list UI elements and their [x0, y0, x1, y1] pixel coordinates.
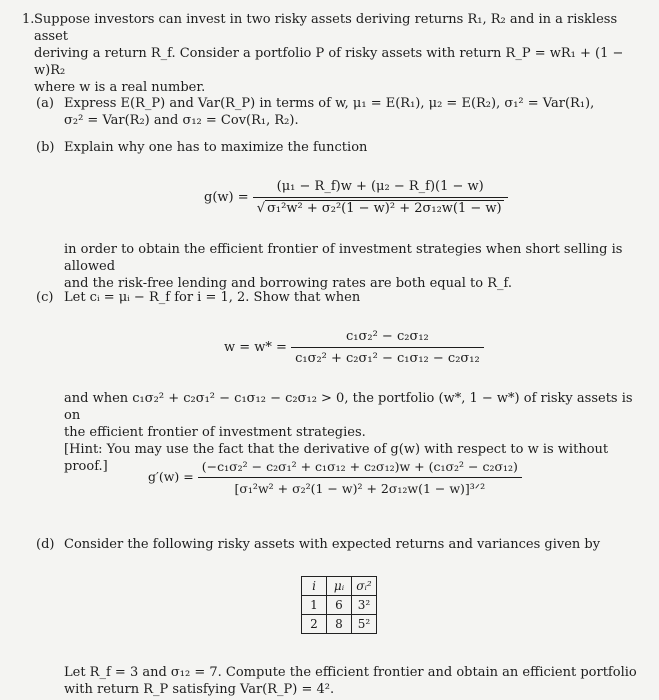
w-eq-denominator: c₁σ₂² + c₂σ₁² − c₁σ₁₂ − c₂σ₁₂ — [291, 347, 484, 367]
part-c — [36, 289, 636, 306]
part-d-cont — [64, 664, 644, 698]
gp-eq-lhs: g′(w) = — [148, 469, 194, 484]
part-d-line-2: Let R_f = 3 and σ₁₂ = 7. Compute the efficient frontier and obtain an efficient portfolio — [64, 665, 637, 680]
part-a-line-1: Express E(R_P) and Var(R_P) in terms of w, μ₁ = E(R₁), μ₂ = E(R₂), σ₁² = Var(R₁), — [64, 96, 595, 111]
part-c-line-2: and when c₁σ₂² + c₂σ₁² − c₁σ₁₂ − c₂σ₁₂ > 0, the portfolio (w*, 1 − w*) of risky assets is on — [64, 391, 633, 423]
part-c-line-3: the efficient frontier of investment strategies. — [64, 425, 366, 440]
w-eq-numerator: c₁σ₂² − c₂σ₁₂ — [346, 329, 429, 344]
part-d — [36, 536, 636, 553]
table-cell: 8 — [327, 615, 352, 634]
table-cell: 3² — [352, 596, 377, 615]
part-b-line-2: in order to obtain the efficient frontier of investment strategies when short selling is allowed — [64, 242, 623, 274]
part-b-line-1: Explain why one has to maximize the function — [64, 140, 368, 155]
part-c-label: (c) — [36, 290, 54, 305]
part-d-line-3: with return R_P satisfying Var(R_P) = 4². — [64, 682, 335, 697]
w-eq-lhs: w = w* = — [224, 340, 287, 355]
assets-table — [301, 576, 377, 634]
table-cell: 1 — [302, 596, 327, 615]
g-equation: g(w) = $\frac{\text{(μ₁ − R\_f)w + (μ₂ − R\_f)(1 − w)}}{\text{√ σ₁²w² + σ₂²(1 − w)² + 2σ₁₂w(1 − w)}}$ — [204, 178, 508, 217]
table-cell: 6 — [327, 596, 352, 615]
w-star-equation — [224, 328, 484, 367]
g-eq-numerator: (μ₁ − R_f)w + (μ₂ − R_f)(1 − w) — [276, 179, 484, 194]
table-cell: 2 — [302, 615, 327, 634]
table-cell: 5² — [352, 615, 377, 634]
g-eq-lhs: g(w) = — [204, 190, 249, 205]
problem-number: 1. — [22, 12, 35, 27]
table-header-cell: i — [302, 577, 327, 596]
intro-line-3: where w is a real number. — [34, 80, 206, 95]
part-a-label: (a) — [36, 96, 54, 111]
g-eq-denominator: σ₁²w² + σ₂²(1 − w)² + 2σ₁₂w(1 − w) — [267, 201, 502, 216]
intro-line-2: deriving a return R_f. Consider a portfolio P of risky assets with return R_P = wR₁ + (1 − w)R₂ — [34, 46, 624, 78]
table-header-cell: σᵢ² — [352, 577, 377, 596]
part-c-line-1: Let cᵢ = μᵢ − R_f for i = 1, 2. Show that when — [64, 290, 361, 305]
table-header-cell: μᵢ — [327, 577, 352, 596]
part-d-line-1: Consider the following risky assets with expected returns and variances given by — [64, 537, 601, 552]
table-header-row — [302, 577, 377, 596]
gp-eq-denominator: [σ₁²w² + σ₂²(1 − w)² + 2σ₁₂w(1 − w)]³ᐟ² — [198, 477, 522, 497]
g-prime-equation — [148, 458, 522, 497]
problem-intro — [22, 11, 642, 96]
part-b-label: (b) — [36, 140, 55, 155]
part-b-cont — [36, 241, 636, 292]
part-d-label: (d) — [36, 537, 55, 552]
part-c-hint: [Hint: You may use the fact that the derivative of g(w) with respect to w is without proof.] — [64, 442, 609, 474]
table-row — [302, 615, 377, 634]
intro-line-1: Suppose investors can invest in two risky assets deriving returns R₁, R₂ and in a riskless asset — [34, 12, 618, 44]
table-row — [302, 596, 377, 615]
gp-eq-numerator: (−c₁σ₂² − c₂σ₁² + c₁σ₁₂ + c₂σ₁₂)w + (c₁σ₂² − c₂σ₁₂) — [201, 459, 518, 474]
part-a — [36, 95, 636, 129]
part-b-line-3: and the risk-free lending and borrowing rates are both equal to R_f. — [64, 276, 512, 291]
part-b — [36, 139, 636, 156]
part-a-line-2: σ₂² = Var(R₂) and σ₁₂ = Cov(R₁, R₂). — [64, 113, 299, 128]
